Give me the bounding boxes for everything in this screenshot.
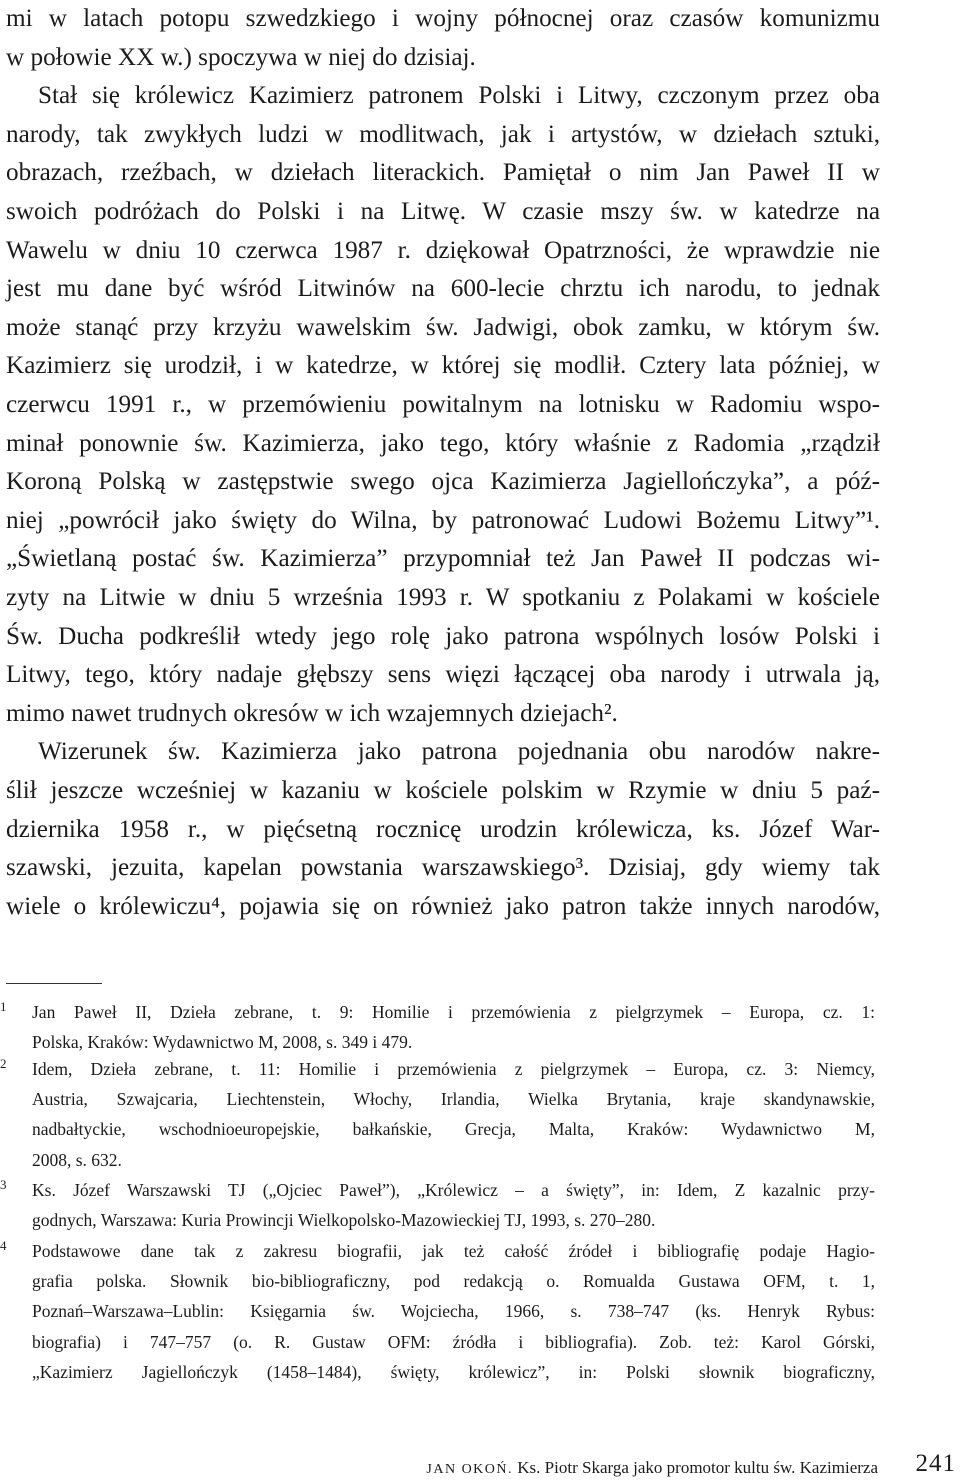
body-line: Stał się królewicz Kazimierz patronem Polski i Litwy, czczonym przez oba	[38, 82, 880, 110]
page-number: 241	[915, 1450, 956, 1477]
body-line: Wawelu w dniu 10 czerwca 1987 r. dziękował Opatrzności, że wprawdzie nie	[6, 236, 880, 264]
footnote-separator	[6, 983, 102, 984]
body-line: zyty na Litwie w dniu 5 września 1993 r. W spotkaniu z Polakami w kościele	[6, 584, 880, 611]
footnote-number: 1	[0, 999, 7, 1014]
footnote-line: Idem, Dzieła zebrane, t. 11: Homilie i przemówienia z pielgrzymek – Europa, cz. 3: Niemcy,	[32, 1059, 875, 1079]
footnote-line: Polska, Kraków: Wydawnictwo M, 2008, s. 349 i 479.	[32, 1032, 413, 1053]
footnote-line: grafia polska. Słownik bio-bibliograficzny, pod redakcją o. Romualda Gustawa OFM, t. 1,	[32, 1271, 875, 1292]
footnote-line: Austria, Szwajcaria, Liechtenstein, Włochy, Irlandia, Wielka Brytania, kraje skandynawskie,	[32, 1089, 875, 1110]
running-footer-text	[426, 1458, 878, 1478]
footnote-line: „Kazimierz Jagiellończyk (1458–1484), święty, królewicz”, in: Polski słownik biograficzny,	[32, 1361, 875, 1382]
footer-author: JAN OKOŃ.	[426, 1462, 514, 1477]
body-line: swoich podróżach do Polski i na Litwę. W czasie mszy św. w katedrze na	[6, 198, 880, 225]
body-line: ślił jeszcze wcześniej w kazaniu w kościele polskim w Rzymie w dniu 5 paź-	[6, 777, 880, 804]
body-line: mimo nawet trudnych okresów w ich wzajemnych dziejach².	[6, 699, 618, 727]
footnote-line: godnych, Warszawa: Kuria Prowincji Wielkopolsko-Mazowieckiej TJ, 1993, s. 270–280.	[32, 1210, 656, 1231]
body-line: narody, tak zwykłych ludzi w modlitwach, jak i artystów, w dziełach sztuki,	[6, 120, 880, 148]
footnote-line: biografia) i 747–757 (o. R. Gustaw OFM: źródła i bibliografia). Zob. też: Karol Górski,	[32, 1331, 875, 1352]
body-line: dziernika 1958 r., w pięćsetną rocznicę urodzin królewicza, ks. Józef War-	[6, 815, 880, 843]
footer-title: Ks. Piotr Skarga jako promotor kultu św. Kazimierza	[517, 1458, 878, 1477]
body-line: Wizerunek św. Kazimierza jako patrona pojednania obu narodów nakre-	[38, 738, 880, 766]
footnote-line: nadbałtyckie, wschodnioeuropejskie, bałkańskie, Grecja, Malta, Kraków: Wydawnictwo M,	[32, 1119, 875, 1140]
footnote-line: Podstawowe dane tak z zakresu biografii, jak też całość źródeł i bibliografię podaje Hagio-	[32, 1241, 875, 1261]
body-line: minał ponownie św. Kazimierza, jako tego, który właśnie z Radomia „rządził	[6, 429, 880, 457]
footnote-number: 4	[0, 1238, 7, 1253]
body-line: jest mu dane być wśród Litwinów na 600-lecie chrztu ich narodu, to jednak	[6, 275, 880, 303]
body-line: „Świetlaną postać św. Kazimierza” przypomniał też Jan Paweł II podczas wi-	[6, 545, 880, 573]
body-line: niej „powrócił jako święty do Wilna, by patronować Ludowi Bożemu Litwy”¹.	[6, 506, 880, 534]
body-line: obrazach, rzeźbach, w dziełach literackich. Pamiętał o nim Jan Paweł II w	[6, 159, 880, 187]
body-line: szawski, jezuita, kapelan powstania warszawskiego³. Dzisiaj, gdy wiemy tak	[6, 854, 880, 882]
footnote-number: 3	[0, 1177, 7, 1192]
body-line: Kazimierz się urodził, i w katedrze, w której się modlił. Cztery lata później, w	[6, 352, 880, 380]
body-line: czerwcu 1991 r., w przemówieniu powitalnym na lotnisku w Radomiu wspo-	[6, 391, 880, 418]
body-line: Koroną Polską w zastępstwie swego ojca Kazimierza Jagiellończyka”, a póź-	[6, 468, 880, 496]
body-line: mi w latach potopu szwedzkiego i wojny północnej oraz czasów komunizmu	[6, 5, 880, 32]
body-line: wiele o królewiczu⁴, pojawia się on również jako patron także innych narodów,	[6, 892, 880, 920]
footnote-line: Poznań–Warszawa–Lublin: Księgarnia św. Wojciecha, 1966, s. 738–747 (ks. Henryk Rybus:	[32, 1301, 875, 1322]
footnote-line: 2008, s. 632.	[32, 1149, 122, 1170]
body-line: może stanąć przy krzyżu wawelskim św. Jadwigi, obok zamku, w którym św.	[6, 313, 880, 341]
running-footer	[0, 1450, 960, 1482]
footnote-number: 2	[0, 1056, 7, 1071]
footnote-line: Ks. Józef Warszawski TJ („Ojciec Paweł”), „Królewicz – a święty”, in: Idem, Z kazalnic przy-	[32, 1180, 875, 1200]
footnote-line: Jan Paweł II, Dzieła zebrane, t. 9: Homilie i przemówienia z pielgrzymek – Europa, cz. 1:	[32, 1002, 875, 1022]
body-line: w połowie XX w.) spoczywa w niej do dzisiaj.	[6, 43, 476, 71]
body-line: Litwy, tego, który nadaje głębszy sens więzi łączącej oba narody i utrwala ją,	[6, 661, 880, 689]
body-line: Św. Ducha podkreślił wtedy jego rolę jako patrona wspólnych losów Polski i	[6, 622, 880, 650]
